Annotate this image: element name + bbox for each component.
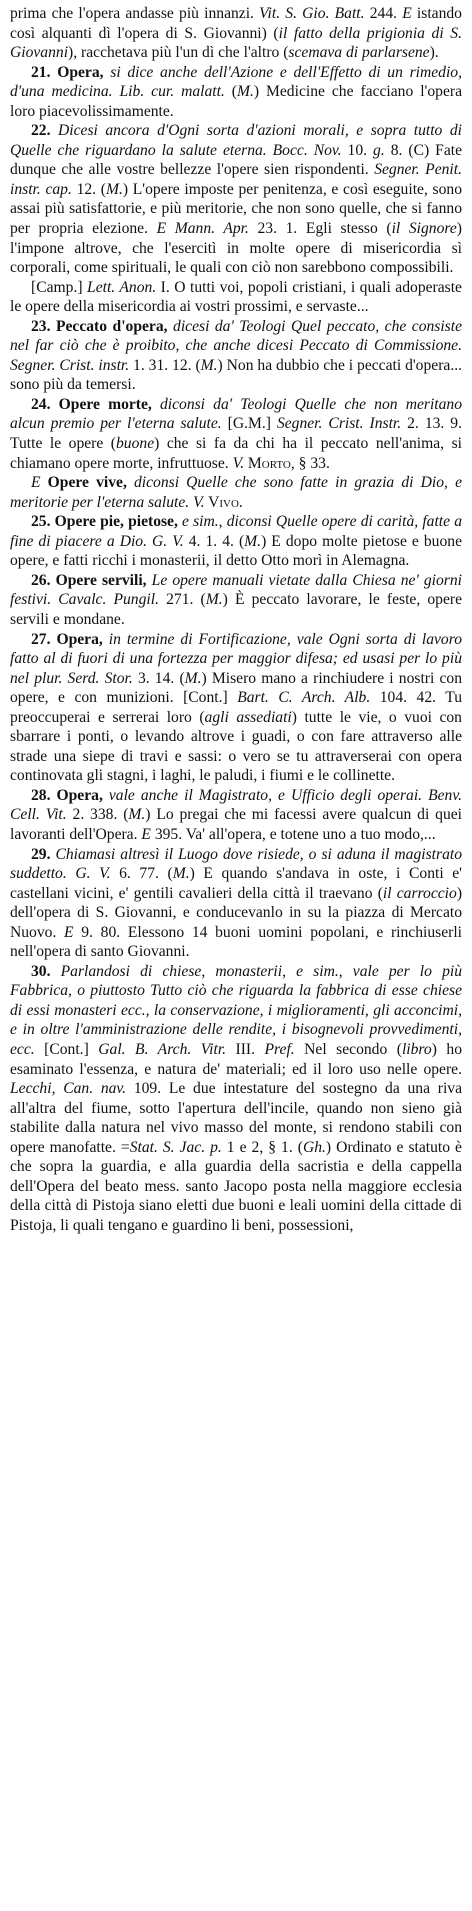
entry-25 [10, 512, 462, 571]
entry-headword: 21. Opera, [31, 63, 111, 81]
text-segment: M. [172, 865, 190, 883]
text-segment: Vit. S. Gio. Batt. [259, 5, 365, 22]
text-segment: [Camp.] [31, 278, 88, 296]
text-segment: ) È peccato lavorare, le feste, opere servili e mondane. [10, 591, 462, 628]
text-segment: buone [116, 435, 155, 453]
text-segment: ) Non ha dubbio che i peccati d'opera... sono più da temersi. [10, 356, 463, 394]
text-segment: E [141, 825, 151, 843]
text-segment: 8. (C) Fate dunque che alle vostre bellezze l'opere sien rispondenti. [10, 141, 463, 179]
text-segment: ) E dopo molte pietose e buone opere, e fatti ricchi i monasterii, il detto Otto morì in Alemagna. [10, 532, 462, 570]
text-segment: E Mann. Apr. [156, 220, 249, 238]
text-segment: M. [105, 180, 123, 198]
text-segment: vale anche il Magistrato, e Ufficio degli operai. Benv. Cell. Vit. [10, 786, 462, 824]
text-segment: M. [236, 83, 254, 101]
text-segment: M. [205, 591, 223, 609]
text-segment: I. O tutti voi, popoli cristiani, i quali adoperaste le opere della misericordia ai vostri prossimi, e servaste... [10, 278, 462, 316]
entry-headword: 29. [31, 845, 56, 863]
text-segment: libro [401, 1040, 432, 1058]
text-segment: ) E quando s'andava in oste, i Conti e' castellani vicini, e' gentili cavalieri della città il traevano ( [10, 865, 462, 902]
text-segment: Vivo [204, 493, 239, 511]
text-segment: ) L'opere imposte per penitenza, e così eseguite, sono assai più satisfattorie, e più meritorie, che non sono quelle, che si fanno per propria elezione. [10, 180, 462, 238]
text-segment: Chiamasi altresì il Luogo dove risiede, o si aduna il magistrato suddetto. G. V. [10, 845, 462, 883]
text-segment: Morto [244, 454, 291, 472]
entry-headword: 30. [31, 962, 61, 980]
entry-headword: Opere vive, [47, 474, 134, 492]
text-segment: diconsi da' Teologi Quelle che non meritano alcun premio per l'eterna salute. [10, 395, 462, 433]
entry-29 [10, 845, 462, 962]
text-segment: Gh. [302, 1138, 326, 1156]
text-segment: M. [128, 806, 146, 824]
text-segment: E [402, 5, 412, 22]
entry-headword: 23. Peccato d'opera, [31, 317, 174, 335]
text-segment: 12. ( [71, 180, 106, 198]
text-segment: si dice anche dell'Azione e dell'Effetto di un rimedio, d'una medicina. Lib. cur. malatt. [10, 63, 462, 101]
text-segment: 2. 13. 9. Tutte le opere ( [10, 415, 462, 453]
text-segment: M. [244, 532, 262, 550]
text-segment: e sim., diconsi Quelle opere di carità, fatte a fine di piacere a Dio. G. V. [10, 513, 462, 550]
text-segment: 244. [364, 5, 403, 22]
text-segment: Dicesi ancora d'Ogni sorta d'azioni morali, e sopra tutto di Quelle che riguardano la salute eterna. Bocc. Nov. [10, 122, 462, 159]
continuation-paragraph [10, 4, 462, 63]
text-segment: ). [429, 44, 439, 62]
text-segment: 10. [341, 141, 374, 159]
text-segment: ) l'impone altrove, che l'esercitì in molte opere di misericordia sì corporali, come spirituali, le quali con ciò non sarebbono compossibili. [10, 220, 462, 277]
entry-24 [10, 395, 462, 473]
text-segment: ) dell'opera di S. Giovanni, e conducevanlo in su la piazza di Mercato Nuovo. [10, 884, 463, 941]
text-segment: III. [226, 1040, 265, 1058]
text-segment: V. [232, 454, 244, 472]
text-segment: prima che l'opera andasse più innanzi. [10, 5, 260, 22]
text-segment: 4. 1. 4. ( [183, 532, 245, 550]
text-segment: 109. Le due intestature del sostegno da una riva all'altra del fiume, sotto l'apertura dell'incile, quando non sieno già stabilite dalla natura nel vivo masso del monte, si rendono stabili con opere manofatte. = [10, 1080, 463, 1156]
entry-headword: 24. Opere morte, [31, 395, 160, 413]
camp-paragraph [10, 278, 462, 317]
text-segment: M. [200, 356, 218, 374]
entry-headword: 22. [31, 122, 59, 140]
text-segment: ) Medicine che facciano l'opera loro piacevolissimamente. [10, 83, 463, 120]
text-segment: Le opere manuali vietate dalla Chiesa ne' giorni festivi. Cavalc. Pungil. [10, 571, 463, 609]
text-segment: 23. 1. Egli stesso ( [248, 220, 392, 238]
entry-headword: 26. Opere servili, [31, 571, 152, 589]
text-segment: Segner. Crist. Instr. [276, 415, 402, 433]
text-segment: istando così alquanti dì l'opera di S. Giovanni) ( [10, 5, 462, 42]
text-segment: il Signore [391, 220, 457, 238]
text-segment: Stat. S. Jac. p. [129, 1138, 222, 1156]
text-segment: [G.M.] [221, 415, 277, 433]
text-segment: [Cont.] [34, 1040, 99, 1058]
text-segment: ) Misero mano a rinchiudere i nostri con opere, e con munizioni. [Cont.] [10, 669, 462, 707]
text-segment: 395. Va' all'opera, e totene uno a tuo modo,... [150, 825, 436, 843]
text-segment: diconsi Quelle che sono fatte in grazia di Dio, e meritorie per l'eterna salute. V. [10, 474, 462, 511]
text-segment: 2. 338. ( [66, 806, 129, 824]
text-segment: ) che si fa da chi ha il peccato nell'anima, si chiamano opere morte, infruttuose. [10, 435, 462, 472]
text-segment: ( [224, 83, 237, 101]
text-segment: g. [373, 141, 385, 159]
entry-27 [10, 630, 462, 786]
entry-24-vive [10, 473, 462, 512]
entry-headword: 27. Opera, [31, 630, 109, 648]
text-segment: ) Ordinato e statuto è che sopra la guardia, e alla guardia della sacristia e della cappella dell'Opera del beato mess. santo Jacopo posta nella maggiore ecclesia della città di Pistoja siano eletti due buoni e leali uomini della cittade di Pistoja, li quali tengano e guardino li beni, possessioni, [10, 1138, 462, 1234]
entry-28 [10, 786, 462, 845]
text-segment: agli assediati [204, 708, 292, 726]
entry-23 [10, 317, 462, 395]
text-segment: Bart. C. Arch. Alb. [237, 689, 371, 707]
text-segment: ) ho esaminato l'essenza, e natura de' materiali; ed il loro uso nelle opere. [10, 1040, 462, 1078]
text-segment: scemava di parlarsene [288, 44, 430, 62]
text-segment: 3. 14. ( [132, 669, 185, 687]
text-segment: 9. 80. Elessono 14 buoni uomini popolani, e rinchiuserli nell'opera di santo Giovanni. [10, 923, 462, 961]
entry-headword: 28. Opera, [31, 786, 109, 804]
text-segment: Gal. B. Arch. Vitr. [98, 1040, 227, 1058]
text-segment: E [31, 474, 48, 492]
text-segment: E [64, 923, 74, 941]
text-segment: il carroccio [382, 884, 457, 902]
text-segment: Parlandosi di chiese, monasterii, e sim., vale per lo più Fabbrica, o piuttosto Tutto ciò che riguarda la fabbrica di esse chiese di essi monasteri ecc., la conservazione, i miglioramenti, gli acconcimi, e in oltre l'amministrazione delle rendite, i bisognevoli provvedimenti, ecc. [10, 962, 463, 1058]
text-segment: . [238, 493, 243, 511]
text-segment: 1 e 2, § 1. ( [221, 1138, 303, 1156]
entry-22 [10, 121, 462, 277]
text-segment: 104. 42. Tu preoccuperai e serrerai loro ( [10, 689, 462, 726]
text-segment: Nel secondo ( [294, 1040, 402, 1058]
entry-headword: 25. Opere pie, pietose, [31, 513, 183, 531]
text-segment: 6. 77. ( [110, 865, 173, 883]
entry-30 [10, 962, 462, 1236]
text-segment: ), racchetava più l'un dì che l'altro ( [68, 44, 289, 62]
text-segment: dicesi da' Teologi Quel peccato, che consiste nel far ciò che è proibito, che anche dicesi Peccato di Commissione. Segner. Crist. instr. [10, 317, 463, 374]
text-segment: 271. ( [158, 591, 206, 609]
text-segment: in termine di Fortificazione, vale Ogni sorta di lavoro fatto al di fuori di una fortezza per maggior difesa; ed usasi per lo più nel plur. Serd. Stor. [10, 630, 462, 687]
text-segment: ) tutte le vie, o vuoi con sbarrare i ponti, o levando altrove i guadi, o con fare attraverso alle strade una siepe di travi e sassi: o vero se tu attraverserai con opera continovata gli stagni, i laghi, le paludi, i fiumi e le collinette. [10, 708, 462, 785]
entry-26 [10, 571, 462, 630]
text-segment: 1. 31. 12. ( [129, 356, 201, 374]
text-segment: M. [184, 669, 202, 687]
text-segment: Lett. Anon. [87, 278, 157, 296]
text-segment: Pref. [264, 1040, 295, 1058]
text-segment: ) Lo pregai che mi facessi avere qualcun di quei lavoranti dell'Opera. [10, 806, 462, 843]
text-segment: Lecchi, Can. nav. [10, 1080, 127, 1098]
text-segment: il fatto della prigionia di S. Giovanni [10, 24, 462, 62]
entry-21 [10, 63, 462, 122]
text-segment: Segner. Penit. instr. cap. [10, 161, 462, 198]
text-segment: , § 33. [290, 454, 330, 472]
